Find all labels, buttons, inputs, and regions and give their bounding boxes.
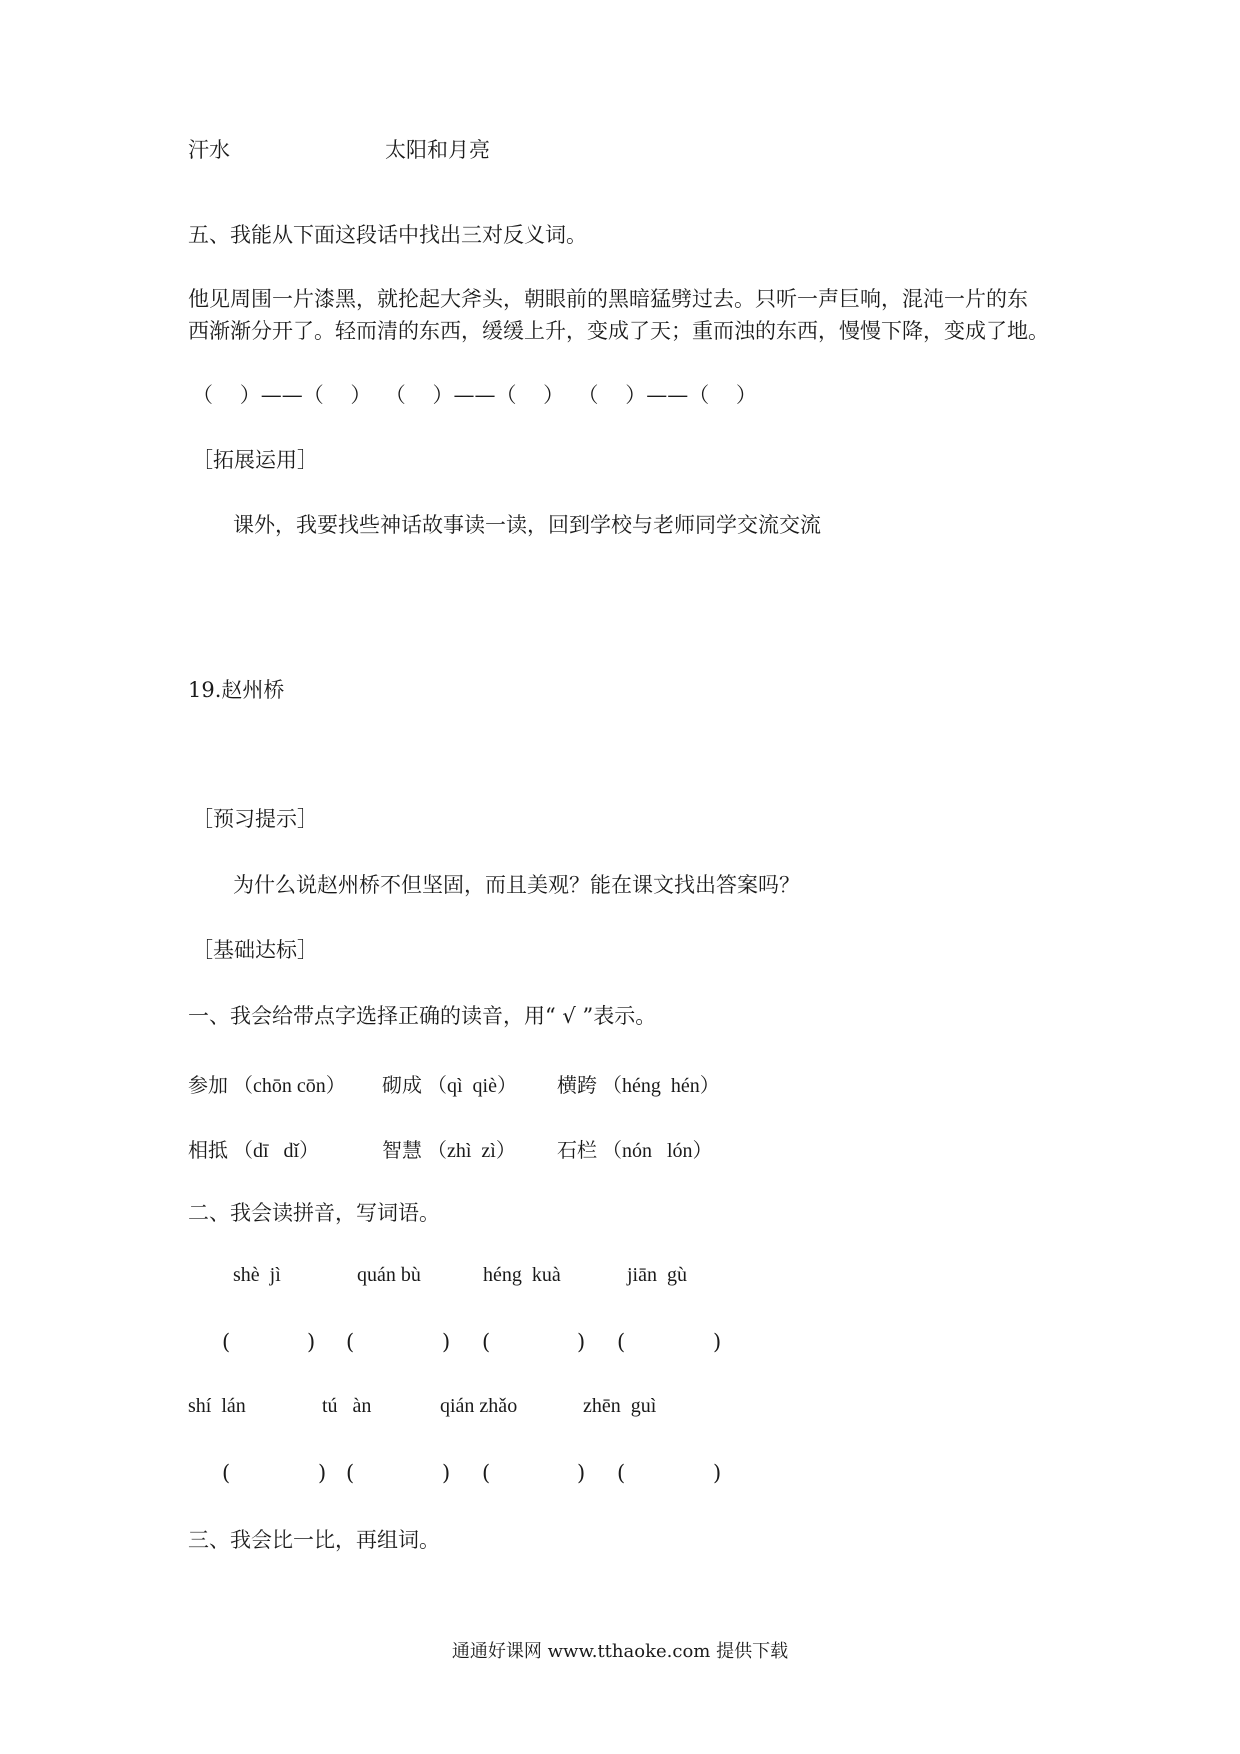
preview-label: ［预习提示］	[192, 807, 318, 831]
answer-blank[interactable]: (	[346, 1330, 355, 1354]
extension-label: ［拓展运用］	[192, 448, 318, 472]
answer-blank[interactable]: (	[346, 1461, 355, 1485]
lesson-title: 19.赵州桥	[188, 678, 285, 702]
pinyin-word: quán bù	[357, 1264, 421, 1286]
reading-item: 相抵 （dī dǐ）	[188, 1140, 320, 1162]
answer-blank[interactable]: (	[617, 1461, 626, 1485]
answer-blank: )	[442, 1461, 451, 1485]
answer-blank: )	[307, 1330, 316, 1354]
answer-blank[interactable]: (	[222, 1330, 231, 1354]
answer-blank: )	[577, 1461, 586, 1485]
top-word-right: 太阳和月亮	[385, 138, 490, 162]
pinyin-word: zhēn guì	[583, 1395, 657, 1417]
answer-blank[interactable]: (	[617, 1330, 626, 1354]
answer-blank: )	[442, 1330, 451, 1354]
preview-text: 为什么说赵州桥不但坚固，而且美观？能在课文找出答案吗？	[233, 873, 800, 897]
reading-item: 砌成 （qì qiè）	[382, 1075, 517, 1097]
pinyin-word: shè jì	[233, 1264, 281, 1286]
pinyin-word: shí lán	[188, 1395, 246, 1417]
answer-blank: )	[318, 1461, 327, 1485]
basic-label: ［基础达标］	[192, 938, 318, 962]
question-3: 三、我会比一比，再组词。	[188, 1528, 440, 1552]
answer-blank[interactable]: (	[482, 1330, 491, 1354]
paragraph-line-2: 西渐渐分开了。轻而清的东西，缓缓上升，变成了天；重而浊的东西，慢慢下降，变成了地。	[188, 319, 1049, 343]
reading-item: 横跨 （héng hén）	[557, 1075, 720, 1097]
section-5-heading: 五、我能从下面这段话中找出三对反义词。	[188, 223, 587, 247]
extension-text: 课外，我要找些神话故事读一读，回到学校与老师同学交流交流	[233, 513, 821, 537]
reading-item: 石栏 （nón lón）	[557, 1140, 713, 1162]
reading-item: 参加 （chōn cōn）	[188, 1075, 346, 1097]
question-1: 一、我会给带点字选择正确的读音，用“ √ ”表示。	[188, 1004, 657, 1028]
answer-blank: )	[713, 1330, 722, 1354]
pinyin-word: héng kuà	[483, 1264, 561, 1286]
pinyin-word: qián zhǎo	[440, 1395, 518, 1417]
page-footer: 通通好课网 www.tthaoke.com 提供下载	[451, 1641, 789, 1662]
reading-item: 智慧 （zhì zì）	[382, 1140, 516, 1162]
pinyin-word: jiān gù	[627, 1264, 687, 1286]
antonym-pairs: （ ）——（ ） （ ）——（ ） （ ）——（ ）	[192, 383, 757, 407]
pinyin-word: tú àn	[322, 1395, 372, 1417]
answer-blank: )	[577, 1330, 586, 1354]
answer-blank[interactable]: (	[222, 1461, 231, 1485]
top-word-left: 汗水	[188, 138, 230, 162]
answer-blank: )	[713, 1461, 722, 1485]
answer-blank[interactable]: (	[482, 1461, 491, 1485]
paragraph-line-1: 他见周围一片漆黑，就抡起大斧头，朝眼前的黑暗猛劈过去。只听一声巨响，混沌一片的东	[188, 287, 1028, 311]
question-2: 二、我会读拼音，写词语。	[188, 1201, 440, 1225]
